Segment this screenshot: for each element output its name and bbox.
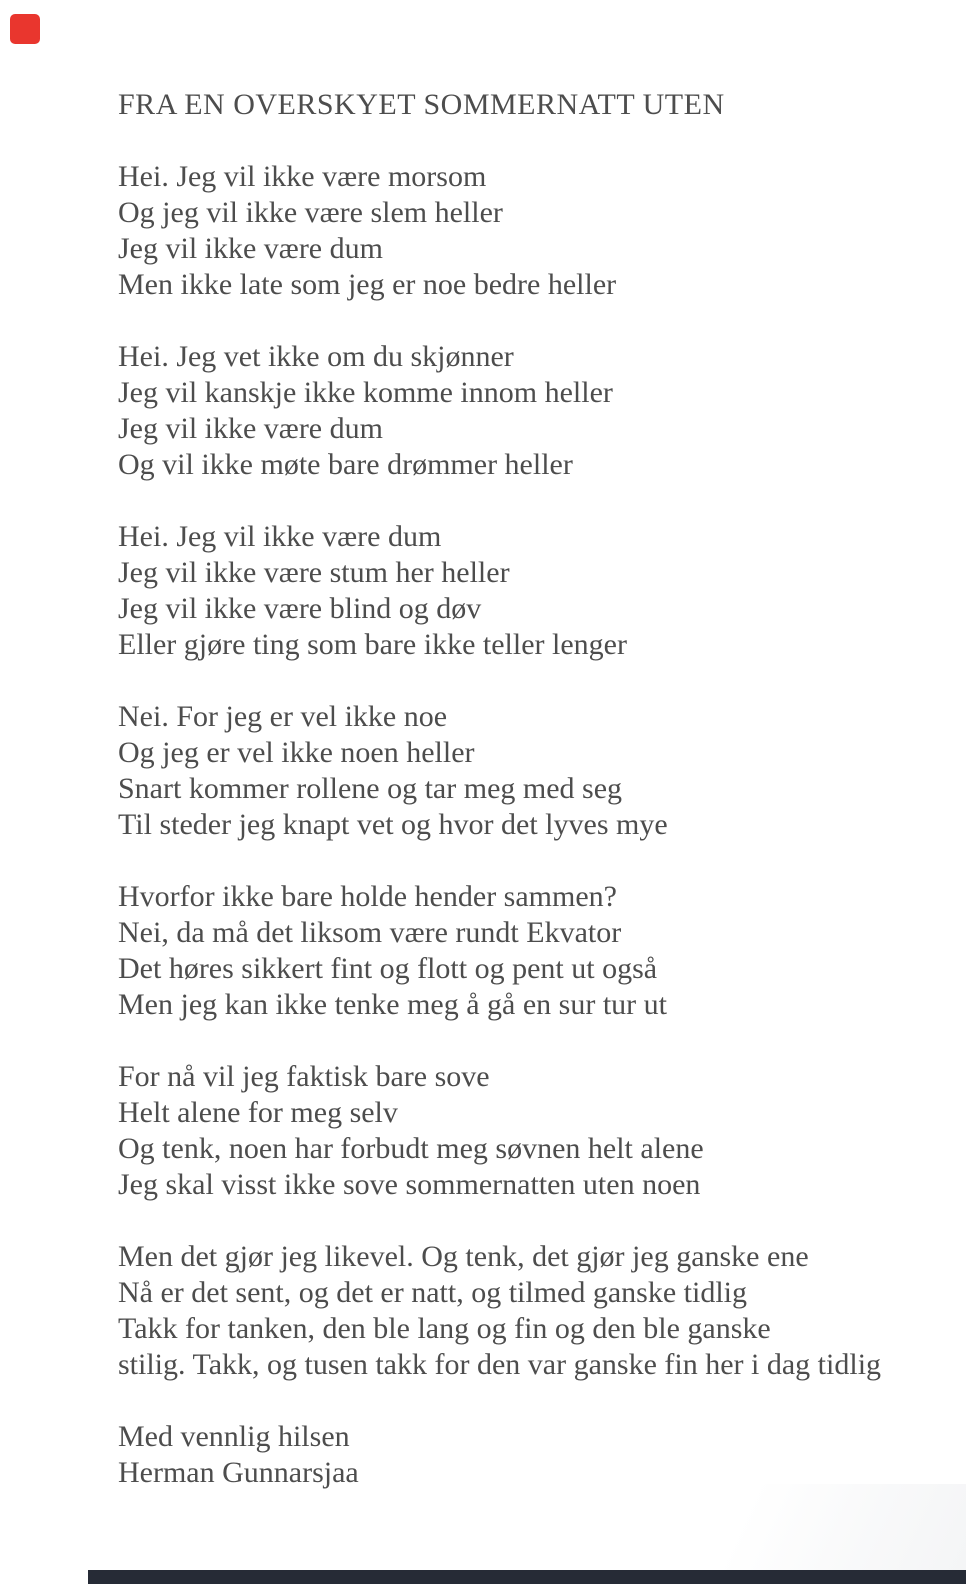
poem-line: Nei. For jeg er vel ikke noe — [118, 700, 448, 733]
bottom-bar — [88, 1570, 966, 1584]
poem-line: Men ikke late som jeg er noe bedre heller — [118, 268, 617, 301]
poem-document — [118, 87, 948, 1491]
recording-indicator-icon[interactable] — [10, 14, 40, 44]
poem-line: Jeg skal visst ikke sove sommernatten uten noen — [118, 1168, 701, 1201]
poem-stanza — [118, 1059, 948, 1203]
poem-signature — [118, 1419, 948, 1491]
poem-line: Hvorfor ikke bare holde hender sammen? — [118, 880, 617, 913]
poem-line: Og jeg vil ikke være slem heller — [118, 196, 503, 229]
poem-line: Det høres sikkert fint og flott og pent ut også — [118, 952, 658, 985]
poem-stanza — [118, 699, 948, 843]
poem-line: Men jeg kan ikke tenke meg å gå en sur tur ut — [118, 988, 667, 1021]
poem-line: Og tenk, noen har forbudt meg søvnen helt alene — [118, 1132, 704, 1165]
poem-line: Men det gjør jeg likevel. Og tenk, det gjør jeg ganske ene — [118, 1240, 809, 1273]
poem-line: Snart kommer rollene og tar meg med seg — [118, 772, 623, 805]
signature-line: Med vennlig hilsen — [118, 1420, 350, 1453]
poem-line: Jeg vil ikke være dum — [118, 232, 383, 265]
poem-line: Nå er det sent, og det er natt, og tilmed ganske tidlig — [118, 1276, 748, 1309]
poem-line: Jeg vil ikke være dum — [118, 412, 383, 445]
poem-line: Helt alene for meg selv — [118, 1096, 398, 1129]
poem-line: Nei, da må det liksom være rundt Ekvator — [118, 916, 622, 949]
poem-line: For nå vil jeg faktisk bare sove — [118, 1060, 490, 1093]
poem-line: Jeg vil ikke være blind og døv — [118, 592, 482, 625]
poem-body — [118, 159, 948, 1383]
page-corner-shade — [446, 1484, 966, 1584]
poem-stanza — [118, 519, 948, 663]
poem-stanza — [118, 339, 948, 483]
poem-stanza — [118, 1239, 948, 1383]
poem-stanza — [118, 879, 948, 1023]
poem-line: Jeg vil ikke være stum her heller — [118, 556, 510, 589]
poem-line: Og jeg er vel ikke noen heller — [118, 736, 475, 769]
poem-line: Jeg vil kanskje ikke komme innom heller — [118, 376, 613, 409]
poem-stanza — [118, 159, 948, 303]
poem-line: Til steder jeg knapt vet og hvor det lyves mye — [118, 808, 668, 841]
poem-line: Hei. Jeg vet ikke om du skjønner — [118, 340, 514, 373]
poem-line: Hei. Jeg vil ikke være dum — [118, 520, 442, 553]
poem-line: Og vil ikke møte bare drømmer heller — [118, 448, 573, 481]
poem-line: Takk for tanken, den ble lang og fin og den ble ganske — [118, 1312, 771, 1345]
poem-title: FRA EN OVERSKYET SOMMERNATT UTEN — [118, 88, 725, 121]
poem-line: Eller gjøre ting som bare ikke teller lenger — [118, 628, 627, 661]
poem-line: Hei. Jeg vil ikke være morsom — [118, 160, 487, 193]
poem-line: stilig. Takk, og tusen takk for den var ganske fin her i dag tidlig — [118, 1348, 882, 1381]
signature-line: Herman Gunnarsjaa — [118, 1456, 359, 1489]
